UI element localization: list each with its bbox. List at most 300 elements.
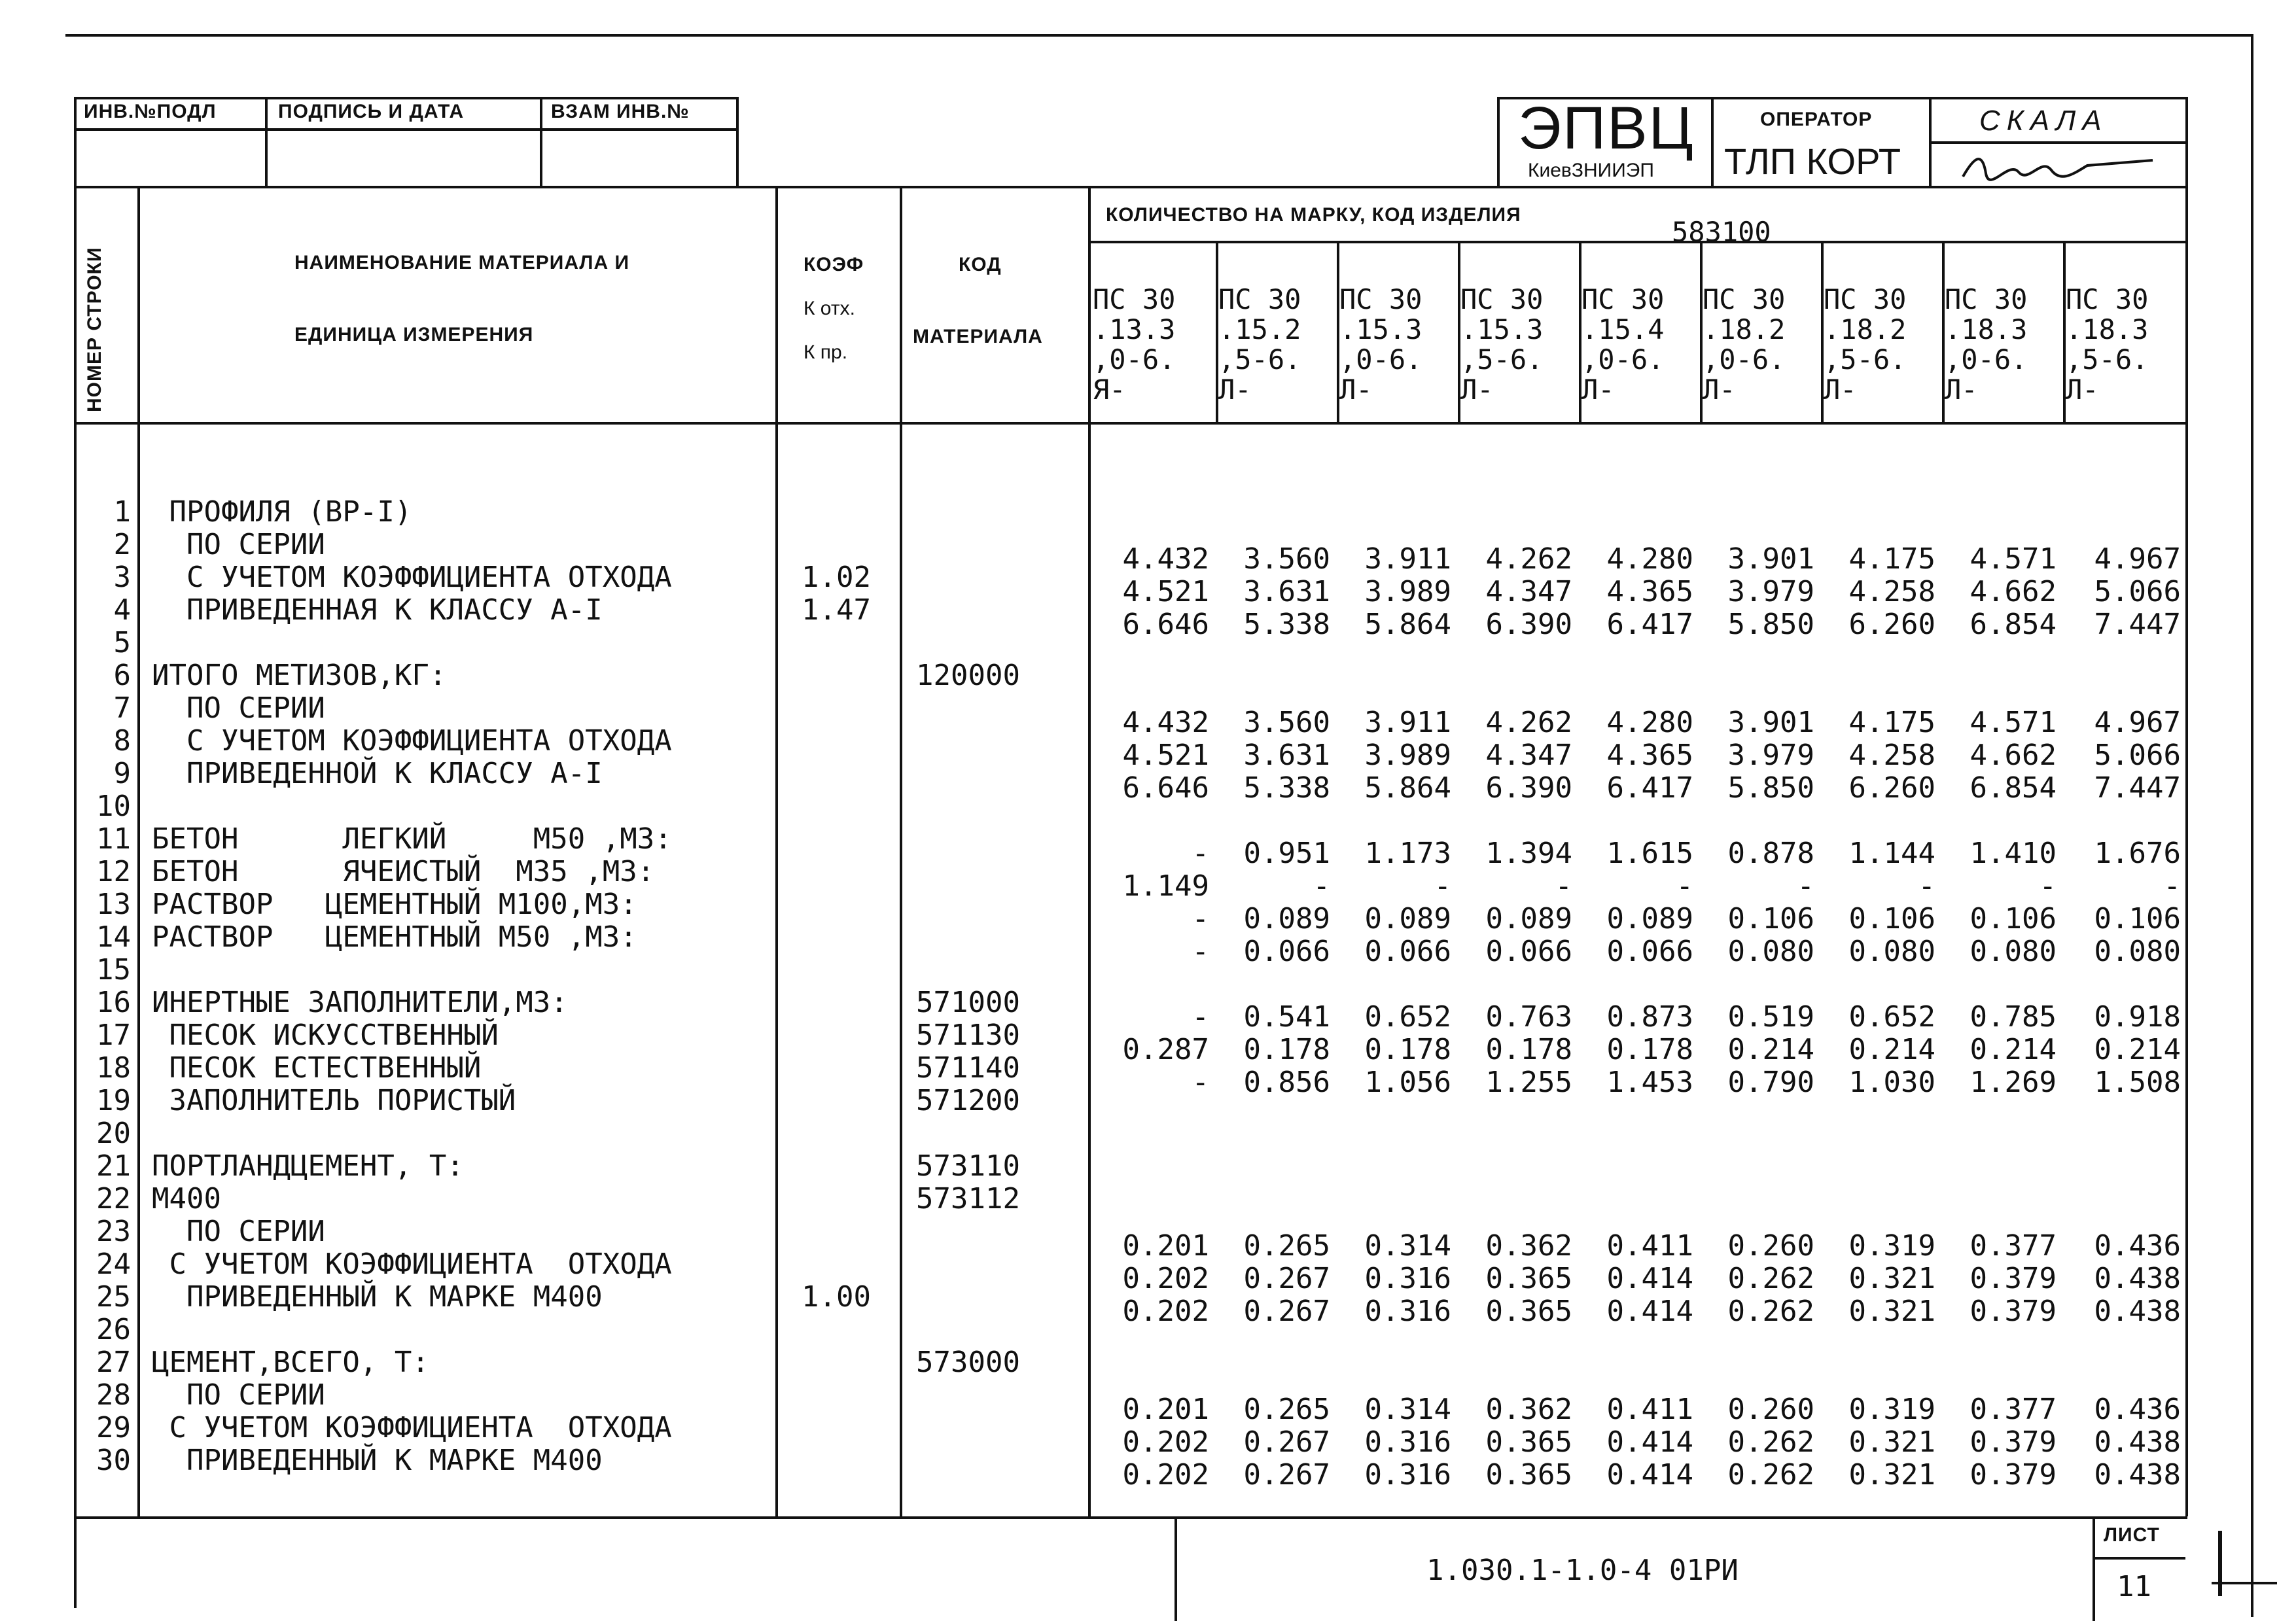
table-cell bbox=[916, 921, 1020, 954]
table-cell: 9 bbox=[113, 757, 131, 790]
quantity-cell: 4.258 bbox=[1848, 739, 1935, 772]
table-cell: 11 bbox=[96, 822, 131, 856]
column-header-line: Я- bbox=[1093, 374, 1126, 406]
table-cell: 18 bbox=[96, 1051, 131, 1085]
table-cell bbox=[916, 1379, 1020, 1412]
table-cell: 4 bbox=[113, 593, 131, 627]
table-cell: ЦЕМЕНТ,ВСЕГО, Т: bbox=[152, 1346, 429, 1379]
quantity-cell: 0.265 bbox=[1243, 1393, 1330, 1426]
sheet-label: ЛИСТ bbox=[2104, 1524, 2160, 1546]
quantity-cell: 5.338 bbox=[1243, 608, 1330, 641]
quantity-cell: 3.979 bbox=[1727, 739, 1814, 772]
quantity-cell: 0.652 bbox=[1848, 1000, 1935, 1034]
quantity-cell: 3.911 bbox=[1364, 542, 1451, 576]
quantity-cell: 5.864 bbox=[1364, 608, 1451, 641]
quantity-cell: 0.438 bbox=[2094, 1262, 2181, 1295]
column-header-line: ,0-6. bbox=[1945, 343, 2028, 375]
quantity-cell: 6.417 bbox=[1606, 771, 1693, 805]
quantity-cell: 0.214 bbox=[1727, 1033, 1814, 1066]
table-cell bbox=[802, 790, 871, 823]
table-cell: 3 bbox=[113, 561, 131, 594]
quantity-cell: 0.365 bbox=[1485, 1295, 1572, 1328]
table-cell bbox=[916, 496, 1020, 529]
quantity-cell: 1.149 bbox=[1122, 869, 1209, 903]
quantity-cell: 0.066 bbox=[1364, 935, 1451, 968]
table-cell: 6 bbox=[113, 659, 131, 692]
table-cell: 10 bbox=[96, 790, 131, 823]
quantity-cell: 4.521 bbox=[1122, 739, 1209, 772]
table-cell: 29 bbox=[96, 1411, 131, 1444]
table-cell bbox=[802, 1314, 871, 1346]
column-header-line: ПС 30 bbox=[1824, 283, 1907, 315]
signature-icon bbox=[1956, 147, 2166, 186]
column-header-line: .18.2 bbox=[1824, 313, 1907, 345]
quantity-cell: 4.175 bbox=[1848, 542, 1935, 576]
table-cell: 1.02 bbox=[802, 561, 871, 594]
table-cell bbox=[802, 1019, 871, 1052]
quantity-cell: 0.436 bbox=[2094, 1229, 2181, 1263]
table-cell bbox=[916, 594, 1020, 627]
table-cell: 2 bbox=[113, 528, 131, 561]
table-cell bbox=[152, 627, 672, 659]
header-qty-label: КОЛИЧЕСТВО НА МАРКУ, КОД ИЗДЕЛИЯ bbox=[1106, 204, 1521, 226]
quantity-cell: 0.362 bbox=[1485, 1393, 1572, 1426]
table-cell: 571200 bbox=[916, 1084, 1020, 1117]
quantity-cell: 0.202 bbox=[1122, 1425, 1209, 1459]
quantity-cell: 0.260 bbox=[1727, 1229, 1814, 1263]
column-header-line: Л- bbox=[1945, 374, 1978, 406]
table-cell bbox=[916, 627, 1020, 659]
table-cell: М400 bbox=[152, 1182, 221, 1215]
quantity-cell: 4.175 bbox=[1848, 706, 1935, 739]
quantity-cell: 3.631 bbox=[1243, 739, 1330, 772]
stamp-podpis-data: ПОДПИСЬ И ДАТА bbox=[278, 101, 465, 122]
frame-top bbox=[65, 34, 2251, 37]
quantity-cell: 0.918 bbox=[2094, 1000, 2181, 1034]
quantity-cell: 5.850 bbox=[1727, 608, 1814, 641]
quantity-cell: 0.106 bbox=[1727, 902, 1814, 935]
column-header-line: Л- bbox=[1218, 374, 1252, 406]
table-cell: 24 bbox=[96, 1248, 131, 1281]
table-cell: 571140 bbox=[916, 1051, 1020, 1085]
quantity-cell: 0.411 bbox=[1606, 1229, 1693, 1263]
stamp-vzam-inv: ВЗАМ ИНВ.№ bbox=[551, 101, 690, 122]
quantity-cell: 0.316 bbox=[1364, 1425, 1451, 1459]
quantity-cell: - bbox=[1192, 935, 1209, 968]
column-header-line: Л- bbox=[1581, 374, 1615, 406]
column-header-line: ,0-6. bbox=[1703, 343, 1786, 375]
quantity-cell: 0.262 bbox=[1727, 1262, 1814, 1295]
quantity-cell: 6.854 bbox=[1969, 771, 2057, 805]
quantity-cell: 4.365 bbox=[1606, 575, 1693, 608]
quantity-cell: 0.214 bbox=[2094, 1033, 2181, 1066]
org-logo-big: ЭПВЦ bbox=[1518, 95, 1695, 162]
quantity-cell: 6.646 bbox=[1122, 771, 1209, 805]
column-header-line: ПС 30 bbox=[2066, 283, 2149, 315]
quantity-cell: 0.106 bbox=[1848, 902, 1935, 935]
sheet-number: 11 bbox=[2117, 1570, 2151, 1603]
table-cell: 1.47 bbox=[802, 593, 871, 627]
table-cell bbox=[916, 725, 1020, 758]
quantity-cell: 0.201 bbox=[1122, 1229, 1209, 1263]
table-cell bbox=[916, 1215, 1020, 1248]
quantity-cell: - bbox=[2039, 869, 2057, 903]
column-header-line: Л- bbox=[2066, 374, 2099, 406]
quantity-cell: 4.280 bbox=[1606, 542, 1693, 576]
quantity-cell: 0.377 bbox=[1969, 1393, 2057, 1426]
quantity-cell: 0.202 bbox=[1122, 1458, 1209, 1492]
quantity-cell: 0.414 bbox=[1606, 1295, 1693, 1328]
table-cell: 19 bbox=[96, 1084, 131, 1117]
header-kod: КОД bbox=[959, 254, 1002, 275]
org-logo-small: КиевЗНИИЭП bbox=[1528, 160, 1654, 181]
quantity-cell: 0.214 bbox=[1969, 1033, 2057, 1066]
column-header-line: ПС 30 bbox=[1460, 283, 1544, 315]
quantity-cell: 3.989 bbox=[1364, 739, 1451, 772]
quantity-cell: 0.267 bbox=[1243, 1425, 1330, 1459]
frame-corner bbox=[2212, 1582, 2277, 1584]
table-cell: БЕТОН ЛЕГКИЙ М50 ,М3: bbox=[152, 822, 672, 856]
quantity-cell: 0.089 bbox=[1606, 902, 1693, 935]
quantity-cell: 4.967 bbox=[2094, 706, 2181, 739]
column-header-line: Л- bbox=[1339, 374, 1373, 406]
table-cell: ИНЕРТНЫЕ ЗАПОЛНИТЕЛИ,М3: bbox=[152, 986, 568, 1019]
quantity-cell: 0.080 bbox=[1969, 935, 2057, 968]
table-cell: 23 bbox=[96, 1215, 131, 1248]
quantity-cell: 0.362 bbox=[1485, 1229, 1572, 1263]
column-header-line: .15.3 bbox=[1339, 313, 1422, 345]
quantity-cell: 0.080 bbox=[2094, 935, 2181, 968]
table-cell: 16 bbox=[96, 986, 131, 1019]
quantity-cell: 0.178 bbox=[1485, 1033, 1572, 1066]
quantity-cell: - bbox=[1797, 869, 1814, 903]
quantity-cell: 0.365 bbox=[1485, 1458, 1572, 1492]
quantity-cell: 1.056 bbox=[1364, 1066, 1451, 1099]
table-cell bbox=[802, 1412, 871, 1444]
quantity-cell: 0.365 bbox=[1485, 1425, 1572, 1459]
table-cell: 573000 bbox=[916, 1346, 1020, 1379]
system-name: СКАЛА bbox=[1979, 105, 2108, 137]
quantity-cell: 0.763 bbox=[1485, 1000, 1572, 1034]
quantity-cell: 3.901 bbox=[1727, 542, 1814, 576]
column-header-line: .13.3 bbox=[1093, 313, 1176, 345]
material-codes bbox=[916, 496, 1020, 1477]
quantity-cell: 0.856 bbox=[1243, 1066, 1330, 1099]
quantity-cell: 1.269 bbox=[1969, 1066, 2057, 1099]
quantity-cell: 0.438 bbox=[2094, 1425, 2181, 1459]
quantity-cell: 4.280 bbox=[1606, 706, 1693, 739]
column-header-line: ПС 30 bbox=[1339, 283, 1422, 315]
table-cell bbox=[802, 529, 871, 561]
table-cell bbox=[802, 725, 871, 758]
column-header-line: ,5-6. bbox=[1824, 343, 1907, 375]
quantity-cell: 1.453 bbox=[1606, 1066, 1693, 1099]
quantity-cell: 1.030 bbox=[1848, 1066, 1935, 1099]
table-cell bbox=[802, 921, 871, 954]
frame-tick bbox=[2218, 1531, 2222, 1596]
column-header-line: ПС 30 bbox=[1945, 283, 2028, 315]
table-cell bbox=[802, 986, 871, 1019]
table-cell bbox=[802, 627, 871, 659]
column-header-line: ПС 30 bbox=[1703, 283, 1786, 315]
table-cell bbox=[802, 659, 871, 692]
quantity-cell: 4.432 bbox=[1122, 542, 1209, 576]
quantity-cell: 0.066 bbox=[1606, 935, 1693, 968]
table-cell: 26 bbox=[96, 1313, 131, 1346]
header-row-number: НОМЕР СТРОКИ bbox=[84, 247, 105, 412]
table-cell bbox=[916, 692, 1020, 725]
column-header-line: .15.4 bbox=[1581, 313, 1665, 345]
quantity-cell: 3.901 bbox=[1727, 706, 1814, 739]
quantity-cell: 0.066 bbox=[1243, 935, 1330, 968]
quantity-cell: 6.260 bbox=[1848, 608, 1935, 641]
table-cell bbox=[916, 790, 1020, 823]
row-numbers bbox=[80, 496, 131, 1477]
quantity-cell: 7.447 bbox=[2094, 608, 2181, 641]
quantity-cell: 0.260 bbox=[1727, 1393, 1814, 1426]
quantity-cell: 3.560 bbox=[1243, 542, 1330, 576]
quantity-cell: 0.316 bbox=[1364, 1458, 1451, 1492]
table-cell: С УЧЕТОМ КОЭФФИЦИЕНТА ОТХОДА bbox=[152, 1411, 672, 1444]
quantity-cell: 0.267 bbox=[1243, 1262, 1330, 1295]
quantity-cell: 0.321 bbox=[1848, 1425, 1935, 1459]
quantity-cell: 4.262 bbox=[1485, 542, 1572, 576]
table-cell: ПЕСОК ИСКУССТВЕННЫЙ bbox=[152, 1019, 499, 1052]
table-cell: 7 bbox=[113, 691, 131, 725]
quantity-cell: 0.321 bbox=[1848, 1262, 1935, 1295]
quantity-cell: 0.066 bbox=[1485, 935, 1572, 968]
table-cell bbox=[916, 529, 1020, 561]
quantity-cell: 6.260 bbox=[1848, 771, 1935, 805]
quantity-cell: 5.066 bbox=[2094, 575, 2181, 608]
quantity-cell: 6.646 bbox=[1122, 608, 1209, 641]
header-item-code: 583100 bbox=[1672, 216, 1771, 248]
quantity-cell: 0.267 bbox=[1243, 1458, 1330, 1492]
quantity-cell: 4.432 bbox=[1122, 706, 1209, 739]
quantity-cell: 6.390 bbox=[1485, 608, 1572, 641]
quantity-cell: 1.615 bbox=[1606, 837, 1693, 870]
quantity-cell: - bbox=[1192, 837, 1209, 870]
quantity-cell: 5.864 bbox=[1364, 771, 1451, 805]
quantity-cell: - bbox=[1192, 1000, 1209, 1034]
table-cell: 12 bbox=[96, 855, 131, 888]
quantity-cell: 0.652 bbox=[1364, 1000, 1451, 1034]
quantity-cell: 3.911 bbox=[1364, 706, 1451, 739]
column-header-line: ,5-6. bbox=[2066, 343, 2149, 375]
quantity-cell: 0.080 bbox=[1848, 935, 1935, 968]
table-cell: 28 bbox=[96, 1378, 131, 1412]
quantity-cell: 0.287 bbox=[1122, 1033, 1209, 1066]
table-cell: ИТОГО МЕТИЗОВ,КГ: bbox=[152, 659, 447, 692]
column-header-line: ,5-6. bbox=[1460, 343, 1544, 375]
table-cell: С УЧЕТОМ КОЭФФИЦИЕНТА ОТХОДА bbox=[152, 1248, 672, 1281]
quantity-cell: - bbox=[1555, 869, 1572, 903]
column-header-line: Л- bbox=[1824, 374, 1857, 406]
coefficients bbox=[802, 496, 871, 1477]
frame-right bbox=[2251, 34, 2253, 1617]
table-cell bbox=[916, 954, 1020, 986]
table-cell bbox=[802, 1379, 871, 1412]
table-cell: ПОРТЛАНДЦЕМЕНТ, Т: bbox=[152, 1149, 464, 1183]
table-cell: ПРИВЕДЕННЫЙ К МАРКЕ М400 bbox=[152, 1280, 603, 1314]
quantity-cell: 0.379 bbox=[1969, 1425, 2057, 1459]
column-header-line: Л- bbox=[1703, 374, 1736, 406]
table-cell: С УЧЕТОМ КОЭФФИЦИЕНТА ОТХОДА bbox=[152, 724, 672, 758]
quantity-cell: 0.314 bbox=[1364, 1229, 1451, 1263]
table-cell: 573110 bbox=[916, 1149, 1020, 1183]
table-cell bbox=[802, 888, 871, 921]
quantity-cell: 0.080 bbox=[1727, 935, 1814, 968]
column-header-line: .18.3 bbox=[1945, 313, 2028, 345]
quantity-cell: 0.202 bbox=[1122, 1262, 1209, 1295]
table-cell: ПРОФИЛЯ (ВР-I) bbox=[152, 495, 412, 529]
column-header-line: ,0-6. bbox=[1339, 343, 1422, 375]
quantity-cell: 3.989 bbox=[1364, 575, 1451, 608]
quantity-cell: - bbox=[1313, 869, 1330, 903]
quantity-cell: 0.379 bbox=[1969, 1262, 2057, 1295]
column-header-line: ПС 30 bbox=[1218, 283, 1301, 315]
quantity-cell: 0.365 bbox=[1485, 1262, 1572, 1295]
table-cell: 20 bbox=[96, 1117, 131, 1150]
quantity-cell: 0.202 bbox=[1122, 1295, 1209, 1328]
table-cell: 30 bbox=[96, 1444, 131, 1477]
table-cell bbox=[802, 823, 871, 856]
table-cell bbox=[152, 954, 672, 986]
column-header-line: ,5-6. bbox=[1218, 343, 1301, 375]
quantity-cell: - bbox=[1918, 869, 1935, 903]
quantity-cell: 0.438 bbox=[2094, 1458, 2181, 1492]
quantity-cell: 1.144 bbox=[1848, 837, 1935, 870]
table-cell bbox=[152, 790, 672, 823]
table-cell: 8 bbox=[113, 724, 131, 758]
table-cell: 5 bbox=[113, 626, 131, 659]
quantity-cell: 4.262 bbox=[1485, 706, 1572, 739]
header-k-otx: К отх. bbox=[804, 298, 855, 319]
quantity-cell: 0.414 bbox=[1606, 1262, 1693, 1295]
table-cell bbox=[802, 1248, 871, 1281]
quantity-cell: 0.785 bbox=[1969, 1000, 2057, 1034]
table-cell bbox=[802, 1183, 871, 1215]
quantity-cell: 0.178 bbox=[1243, 1033, 1330, 1066]
table-cell bbox=[802, 496, 871, 529]
quantity-cell: 0.106 bbox=[2094, 902, 2181, 935]
table-cell bbox=[802, 856, 871, 888]
quantity-cell: 0.262 bbox=[1727, 1425, 1814, 1459]
quantity-cell: 0.436 bbox=[2094, 1393, 2181, 1426]
quantity-cell: 0.316 bbox=[1364, 1295, 1451, 1328]
table-cell bbox=[916, 1248, 1020, 1281]
quantity-cell: 1.508 bbox=[2094, 1066, 2181, 1099]
header-material: МАТЕРИАЛА bbox=[913, 326, 1043, 347]
table-cell: ПО СЕРИИ bbox=[152, 528, 325, 561]
quantity-cell: 0.089 bbox=[1364, 902, 1451, 935]
quantity-cell: 5.850 bbox=[1727, 771, 1814, 805]
quantity-cell: 3.979 bbox=[1727, 575, 1814, 608]
quantity-cell: 0.438 bbox=[2094, 1295, 2181, 1328]
table-cell: ЗАПОЛНИТЕЛЬ ПОРИСТЫЙ bbox=[152, 1084, 516, 1117]
column-header-line: .15.2 bbox=[1218, 313, 1301, 345]
table-cell bbox=[802, 758, 871, 790]
quantity-cell: 0.873 bbox=[1606, 1000, 1693, 1034]
quantity-cell: 0.262 bbox=[1727, 1458, 1814, 1492]
quantity-cell: 6.390 bbox=[1485, 771, 1572, 805]
quantity-cell: 0.262 bbox=[1727, 1295, 1814, 1328]
quantity-cell: - bbox=[1434, 869, 1451, 903]
quantity-cell: - bbox=[1192, 902, 1209, 935]
quantity-cell: 4.967 bbox=[2094, 542, 2181, 576]
quantity-cell: 6.854 bbox=[1969, 608, 2057, 641]
quantity-cell: 0.201 bbox=[1122, 1393, 1209, 1426]
quantity-cell: 4.662 bbox=[1969, 739, 2057, 772]
header-name-1: НАИМЕНОВАНИЕ МАТЕРИАЛА И bbox=[294, 252, 630, 273]
quantity-cell: 0.541 bbox=[1243, 1000, 1330, 1034]
table-cell: РАСТВОР ЦЕМЕНТНЫЙ М50 ,М3: bbox=[152, 920, 637, 954]
table-cell: ПРИВЕДЕННЫЙ К МАРКЕ М400 bbox=[152, 1444, 603, 1477]
table-cell bbox=[916, 856, 1020, 888]
table-cell bbox=[802, 1117, 871, 1150]
table-cell: ПО СЕРИИ bbox=[152, 1378, 325, 1412]
quantity-cell: 0.379 bbox=[1969, 1295, 2057, 1328]
column-header-line: ПС 30 bbox=[1093, 283, 1176, 315]
quantity-cell: 0.214 bbox=[1848, 1033, 1935, 1066]
table-cell bbox=[802, 692, 871, 725]
table-cell: 25 bbox=[96, 1280, 131, 1314]
table-cell bbox=[916, 888, 1020, 921]
quantity-cell: 0.089 bbox=[1243, 902, 1330, 935]
quantity-cell: 0.379 bbox=[1969, 1458, 2057, 1492]
quantity-cell: 0.316 bbox=[1364, 1262, 1451, 1295]
quantity-cell: - bbox=[1676, 869, 1693, 903]
quantity-cell: 1.173 bbox=[1364, 837, 1451, 870]
table-cell bbox=[916, 561, 1020, 594]
quantity-cell: 5.338 bbox=[1243, 771, 1330, 805]
table-cell: БЕТОН ЯЧЕИСТЫЙ М35 ,М3: bbox=[152, 855, 655, 888]
table-cell bbox=[152, 1117, 672, 1150]
quantity-cell: 0.089 bbox=[1485, 902, 1572, 935]
quantity-cell: 4.571 bbox=[1969, 542, 2057, 576]
quantity-cell: 4.258 bbox=[1848, 575, 1935, 608]
quantity-cell: 6.417 bbox=[1606, 608, 1693, 641]
quantity-cell: 0.319 bbox=[1848, 1393, 1935, 1426]
quantity-cell: 3.560 bbox=[1243, 706, 1330, 739]
quantity-cell: 7.447 bbox=[2094, 771, 2181, 805]
table-cell: 1 bbox=[113, 495, 131, 529]
table-cell bbox=[802, 1346, 871, 1379]
column-header-line: .18.3 bbox=[2066, 313, 2149, 345]
table-cell: 571000 bbox=[916, 986, 1020, 1019]
table-cell: 571130 bbox=[916, 1019, 1020, 1052]
column-header-line: .15.3 bbox=[1460, 313, 1544, 345]
quantity-cell: 0.414 bbox=[1606, 1458, 1693, 1492]
table-cell: 15 bbox=[96, 953, 131, 986]
table-cell: 27 bbox=[96, 1346, 131, 1379]
quantity-cell: 5.066 bbox=[2094, 739, 2181, 772]
table-cell: 14 bbox=[96, 920, 131, 954]
quantity-cell: 0.265 bbox=[1243, 1229, 1330, 1263]
quantity-cell: 0.106 bbox=[1969, 902, 2057, 935]
table-cell: 21 bbox=[96, 1149, 131, 1183]
column-header-line: Л- bbox=[1460, 374, 1494, 406]
quantity-cell: - bbox=[1192, 1066, 1209, 1099]
quantity-cell: 0.321 bbox=[1848, 1458, 1935, 1492]
table-cell bbox=[802, 1444, 871, 1477]
quantity-cell: - bbox=[2163, 869, 2181, 903]
table-cell bbox=[916, 1281, 1020, 1314]
table-cell: 22 bbox=[96, 1182, 131, 1215]
quantity-cell: 0.314 bbox=[1364, 1393, 1451, 1426]
quantity-cell: 4.571 bbox=[1969, 706, 2057, 739]
table-cell bbox=[916, 1412, 1020, 1444]
